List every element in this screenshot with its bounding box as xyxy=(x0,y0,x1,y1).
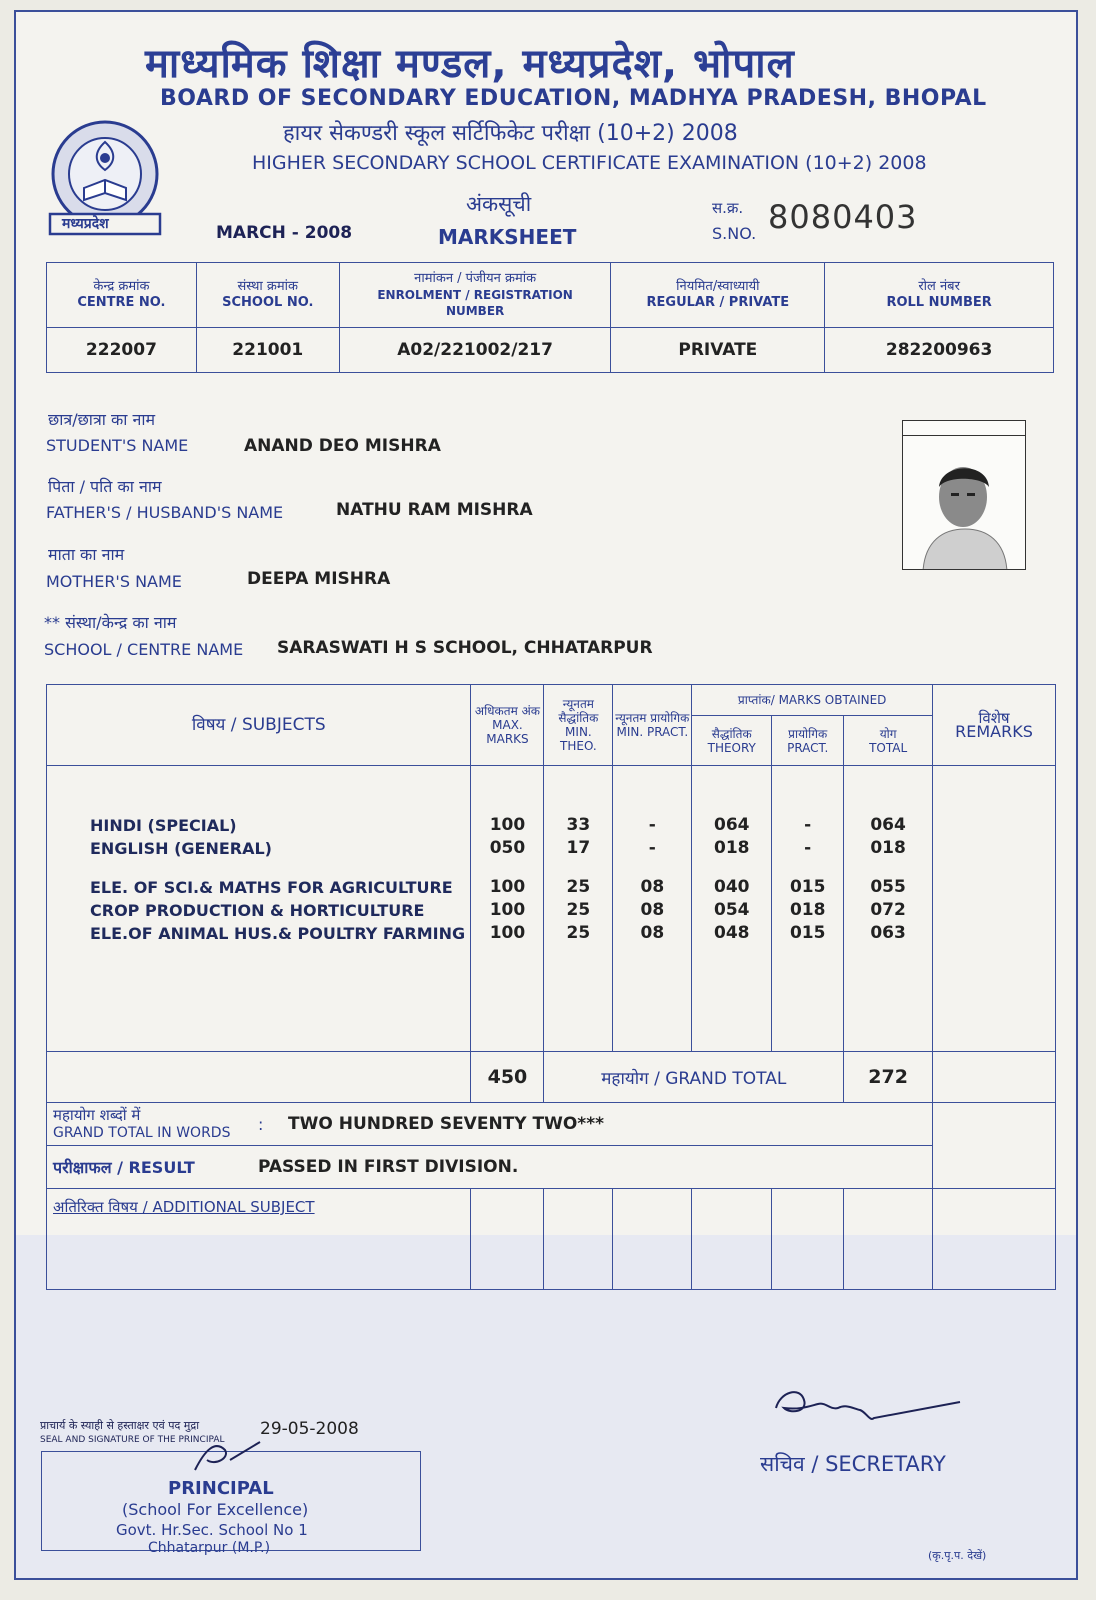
exam-title-english: HIGHER SECONDARY SCHOOL CERTIFICATE EXAMINATION (10+2) 2008 xyxy=(252,152,927,174)
result-row: परीक्षाफल / RESULT PASSED IN FIRST DIVISION. xyxy=(47,1146,933,1189)
max-marks-column: 100 050 100 100 100 xyxy=(471,766,544,1052)
board-title-hindi: माध्यमिक शिक्षा मण्डल, मध्यप्रदेश, भोपाल xyxy=(145,41,795,87)
centre-no-header: केन्द्र क्रमांक CENTRE NO. xyxy=(47,263,197,328)
stamp-line-3: Govt. Hr.Sec. School No 1 xyxy=(116,1521,308,1539)
practical-header: प्रायोगिक PRACT. xyxy=(772,716,844,766)
grand-total-remarks xyxy=(933,1052,1056,1103)
max-total: 450 xyxy=(471,1052,544,1103)
marksheet-title-english: MARKSHEET xyxy=(438,225,577,249)
words-remarks xyxy=(933,1103,1056,1189)
marks-obtained-header: प्राप्तांक/ MARKS OBTAINED xyxy=(692,685,933,716)
father-name-label-hindi: पिता / पति का नाम xyxy=(48,477,162,496)
exam-month: MARCH - 2008 xyxy=(216,223,353,243)
roll-number-header: रोल नंबर ROLL NUMBER xyxy=(825,263,1054,328)
seal-label-english: SEAL AND SIGNATURE OF THE PRINCIPAL xyxy=(40,1435,225,1445)
issue-date: 29-05-2008 xyxy=(260,1419,359,1439)
mother-name-label: MOTHER'S NAME xyxy=(46,572,182,591)
student-portrait-icon xyxy=(903,421,1026,570)
grand-total: 272 xyxy=(844,1052,933,1103)
student-photo xyxy=(902,420,1026,570)
principal-signature-icon xyxy=(185,1430,265,1480)
additional-cell xyxy=(844,1189,933,1290)
school-no-value: 221001 xyxy=(196,328,339,373)
marksheet-title-hindi: अंकसूची xyxy=(466,192,532,216)
school-no-header: संस्था क्रमांक SCHOOL NO. xyxy=(196,263,339,328)
additional-cell xyxy=(692,1189,772,1290)
subject-name: HINDI (SPECIAL) xyxy=(90,816,237,835)
student-name-label-hindi: छात्र/छात्रा का नाम xyxy=(48,410,156,429)
grand-total-label: महायोग / GRAND TOTAL xyxy=(544,1052,844,1103)
total-column: 064 018 055 072 063 xyxy=(844,766,933,1052)
total-header: योग TOTAL xyxy=(844,716,933,766)
additional-cell xyxy=(471,1189,544,1290)
max-marks-header: अधिकतम अंक MAX. MARKS xyxy=(471,685,544,766)
grand-total-blank xyxy=(47,1052,471,1103)
emblem-label: मध्यप्रदेश xyxy=(62,216,109,232)
min-theory-column: 33 17 25 25 25 xyxy=(544,766,613,1052)
serial-number: 8080403 xyxy=(768,198,918,236)
seal-label-hindi: प्राचार्य के स्याही से हस्ताक्षर एवं पद मुद्रा xyxy=(40,1419,200,1432)
min-practical-column: - - 08 08 08 xyxy=(613,766,692,1052)
subject-name: ENGLISH (GENERAL) xyxy=(90,839,272,858)
remarks-column xyxy=(933,766,1056,1052)
roll-number-value: 282200963 xyxy=(825,328,1054,373)
subjects-header: विषय / SUBJECTS xyxy=(47,685,471,766)
min-practical-header: न्यूनतम प्रायोगिक MIN. PRACT. xyxy=(613,685,692,766)
school-name-label: SCHOOL / CENTRE NAME xyxy=(44,640,244,659)
min-theory-header: न्यूनतम सैद्धांतिक MIN. THEO. xyxy=(544,685,613,766)
identification-table xyxy=(46,262,1054,373)
secretary-signature-icon xyxy=(770,1378,970,1438)
student-name-label: STUDENT'S NAME xyxy=(46,436,189,455)
additional-subject-row: अतिरिक्त विषय / ADDITIONAL SUBJECT xyxy=(47,1189,471,1290)
practical-column: - - 015 018 015 xyxy=(772,766,844,1052)
theory-column: 064 018 040 054 048 xyxy=(692,766,772,1052)
total-in-words-row: महायोग शब्दों में GRAND TOTAL IN WORDS : TWO HUNDRED SEVENTY TWO*** xyxy=(47,1103,933,1146)
board-title-english: BOARD OF SECONDARY EDUCATION, MADHYA PRADESH, BHOPAL xyxy=(160,86,987,111)
centre-no-value: 222007 xyxy=(47,328,197,373)
stamp-line-2: (School For Excellence) xyxy=(122,1500,309,1519)
school-name: SARASWATI H S SCHOOL, CHHATARPUR xyxy=(277,638,653,658)
total-in-words: TWO HUNDRED SEVENTY TWO*** xyxy=(288,1114,604,1134)
marks-table xyxy=(46,684,1056,1290)
student-name: ANAND DEO MISHRA xyxy=(244,436,441,456)
father-name-label: FATHER'S / HUSBAND'S NAME xyxy=(46,503,284,522)
regular-private-value: PRIVATE xyxy=(611,328,825,373)
stamp-line-1: PRINCIPAL xyxy=(168,1478,274,1499)
enrolment-header: नामांकन / पंजीयन क्रमांक ENROLMENT / REGISTRATION NUMBER xyxy=(339,263,611,328)
regular-private-header: नियमित/स्वाध्यायी REGULAR / PRIVATE xyxy=(611,263,825,328)
subject-name: ELE.OF ANIMAL HUS.& POULTRY FARMING xyxy=(90,924,466,943)
secretary-label: सचिव / SECRETARY xyxy=(760,1452,946,1476)
theory-header: सैद्धांतिक THEORY xyxy=(692,716,772,766)
father-name: NATHU RAM MISHRA xyxy=(336,500,533,520)
result-value: PASSED IN FIRST DIVISION. xyxy=(258,1157,519,1177)
stamp-line-4: Chhatarpur (M.P.) xyxy=(148,1540,271,1556)
subject-name: CROP PRODUCTION & HORTICULTURE xyxy=(90,901,425,920)
additional-cell xyxy=(613,1189,692,1290)
additional-cell xyxy=(544,1189,613,1290)
subject-name: ELE. OF SCI.& MATHS FOR AGRICULTURE xyxy=(90,878,453,897)
additional-cell xyxy=(933,1189,1056,1290)
mother-name-label-hindi: माता का नाम xyxy=(48,545,125,564)
serial-label-english: S.NO. xyxy=(712,224,757,243)
mother-name: DEEPA MISHRA xyxy=(247,569,391,589)
exam-title-hindi: हायर सेकण्डरी स्कूल सर्टिफिकेट परीक्षा (10+2) 2008 xyxy=(283,121,738,146)
additional-cell xyxy=(772,1189,844,1290)
please-turn-over: (कृ.पृ.प. देखें) xyxy=(928,1549,987,1562)
serial-label-hindi: स.क्र. xyxy=(712,199,744,217)
enrolment-value: A02/221002/217 xyxy=(339,328,611,373)
remarks-header: विशेष REMARKS xyxy=(933,685,1056,766)
school-name-label-hindi: ** संस्था/केन्द्र का नाम xyxy=(44,613,177,632)
subject-list xyxy=(47,766,471,1052)
